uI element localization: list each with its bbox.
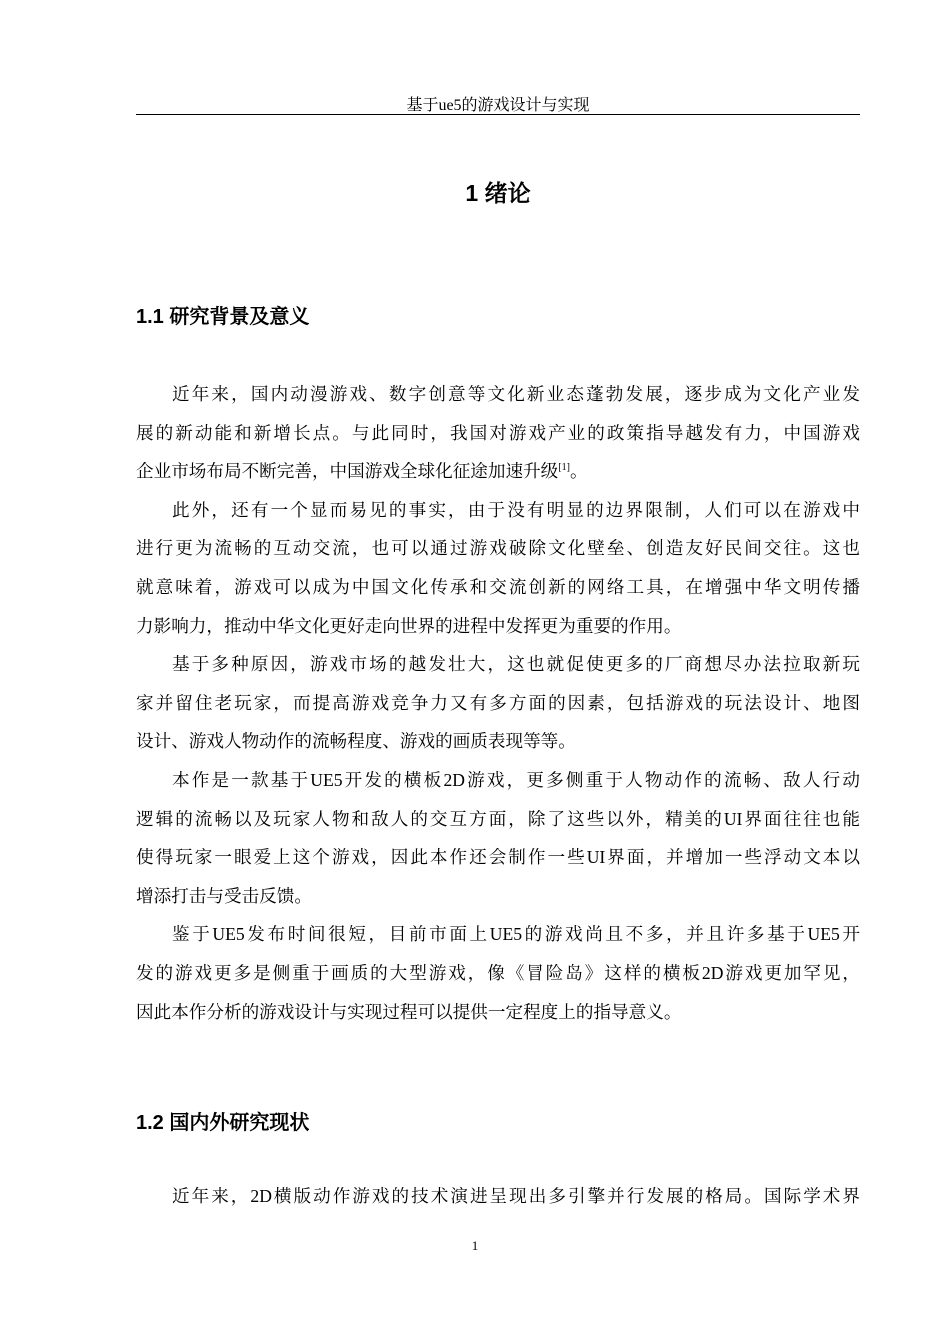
- text-line: 使得玩家一眼爱上这个游戏，因此本作还会制作一些UI界面，并增加一些浮动文本以: [136, 847, 860, 868]
- section-heading-1-2: 1.2 国内外研究现状: [136, 1112, 310, 1134]
- text-line: [136, 452, 860, 491]
- paragraph: [136, 761, 860, 915]
- paragraph: [136, 491, 860, 645]
- section-heading-1-1: 1.1 研究背景及意义: [136, 306, 310, 328]
- text-line: 因此本作分析的游戏设计与实现过程可以提供一定程度上的指导意义。: [136, 1001, 682, 1022]
- paragraph: [136, 375, 860, 491]
- text-line: 逻辑的流畅以及玩家人物和敌人的交互方面，除了这些以外，精美的UI界面往往也能: [136, 808, 860, 829]
- text-line: 发的游戏更多是侧重于画质的大型游戏，像《冒险岛》这样的横板2D游戏更加罕见，: [136, 962, 860, 983]
- text-line: 展的新动能和新增长点。与此同时，我国对游戏产业的政策指导越发有力，中国游戏: [136, 422, 860, 443]
- text-line: 此外，还有一个显而易见的事实，由于没有明显的边界限制，人们可以在游戏中: [172, 499, 860, 520]
- text-line-content: 企业市场布局不断完善，中国游戏全球化征途加速升级: [136, 461, 559, 482]
- text-line-tail: 。: [569, 461, 588, 482]
- text-line: 力影响力，推动中华文化更好走向世界的进程中发挥更为重要的作用。: [136, 615, 682, 636]
- chapter-title: 1 绪论: [465, 180, 531, 206]
- text-line: 设计、游戏人物动作的流畅程度、游戏的画质表现等等。: [136, 731, 576, 752]
- text-line: 就意味着，游戏可以成为中国文化传承和交流创新的网络工具，在增强中华文明传播: [136, 576, 860, 597]
- paragraph: [136, 1177, 860, 1216]
- citation: [1]: [558, 462, 570, 474]
- page-number: 1: [471, 1238, 479, 1253]
- section-1-1-body: [136, 375, 860, 1031]
- paragraph: [136, 915, 860, 1031]
- running-header: 基于ue5的游戏设计与实现: [406, 97, 590, 114]
- section-1-2-body: [136, 1177, 860, 1216]
- text-line: 鉴于UE5发布时间很短，目前市面上UE5的游戏尚且不多，并且许多基于UE5开: [172, 924, 860, 945]
- text-line: 本作是一款基于UE5开发的横板2D游戏，更多侧重于人物动作的流畅、敌人行动: [172, 769, 860, 790]
- paragraph: [136, 645, 860, 761]
- text-line: 近年来，2D横版动作游戏的技术演进呈现出多引擎并行发展的格局。国际学术界: [172, 1186, 860, 1206]
- text-line: 进行更为流畅的互动交流，也可以通过游戏破除文化壁垒、创造友好民间交往。这也: [136, 538, 860, 559]
- header-rule: [136, 114, 860, 115]
- text-line: 家并留住老玩家，而提高游戏竞争力又有多方面的因素，包括游戏的玩法设计、地图: [136, 692, 860, 713]
- text-line: 增添打击与受击反馈。: [136, 885, 312, 906]
- text-line: 基于多种原因，游戏市场的越发壮大，这也就促使更多的厂商想尽办法拉取新玩: [172, 654, 860, 675]
- text-line: 近年来，国内动漫游戏、数字创意等文化新业态蓬勃发展，逐步成为文化产业发: [172, 384, 860, 404]
